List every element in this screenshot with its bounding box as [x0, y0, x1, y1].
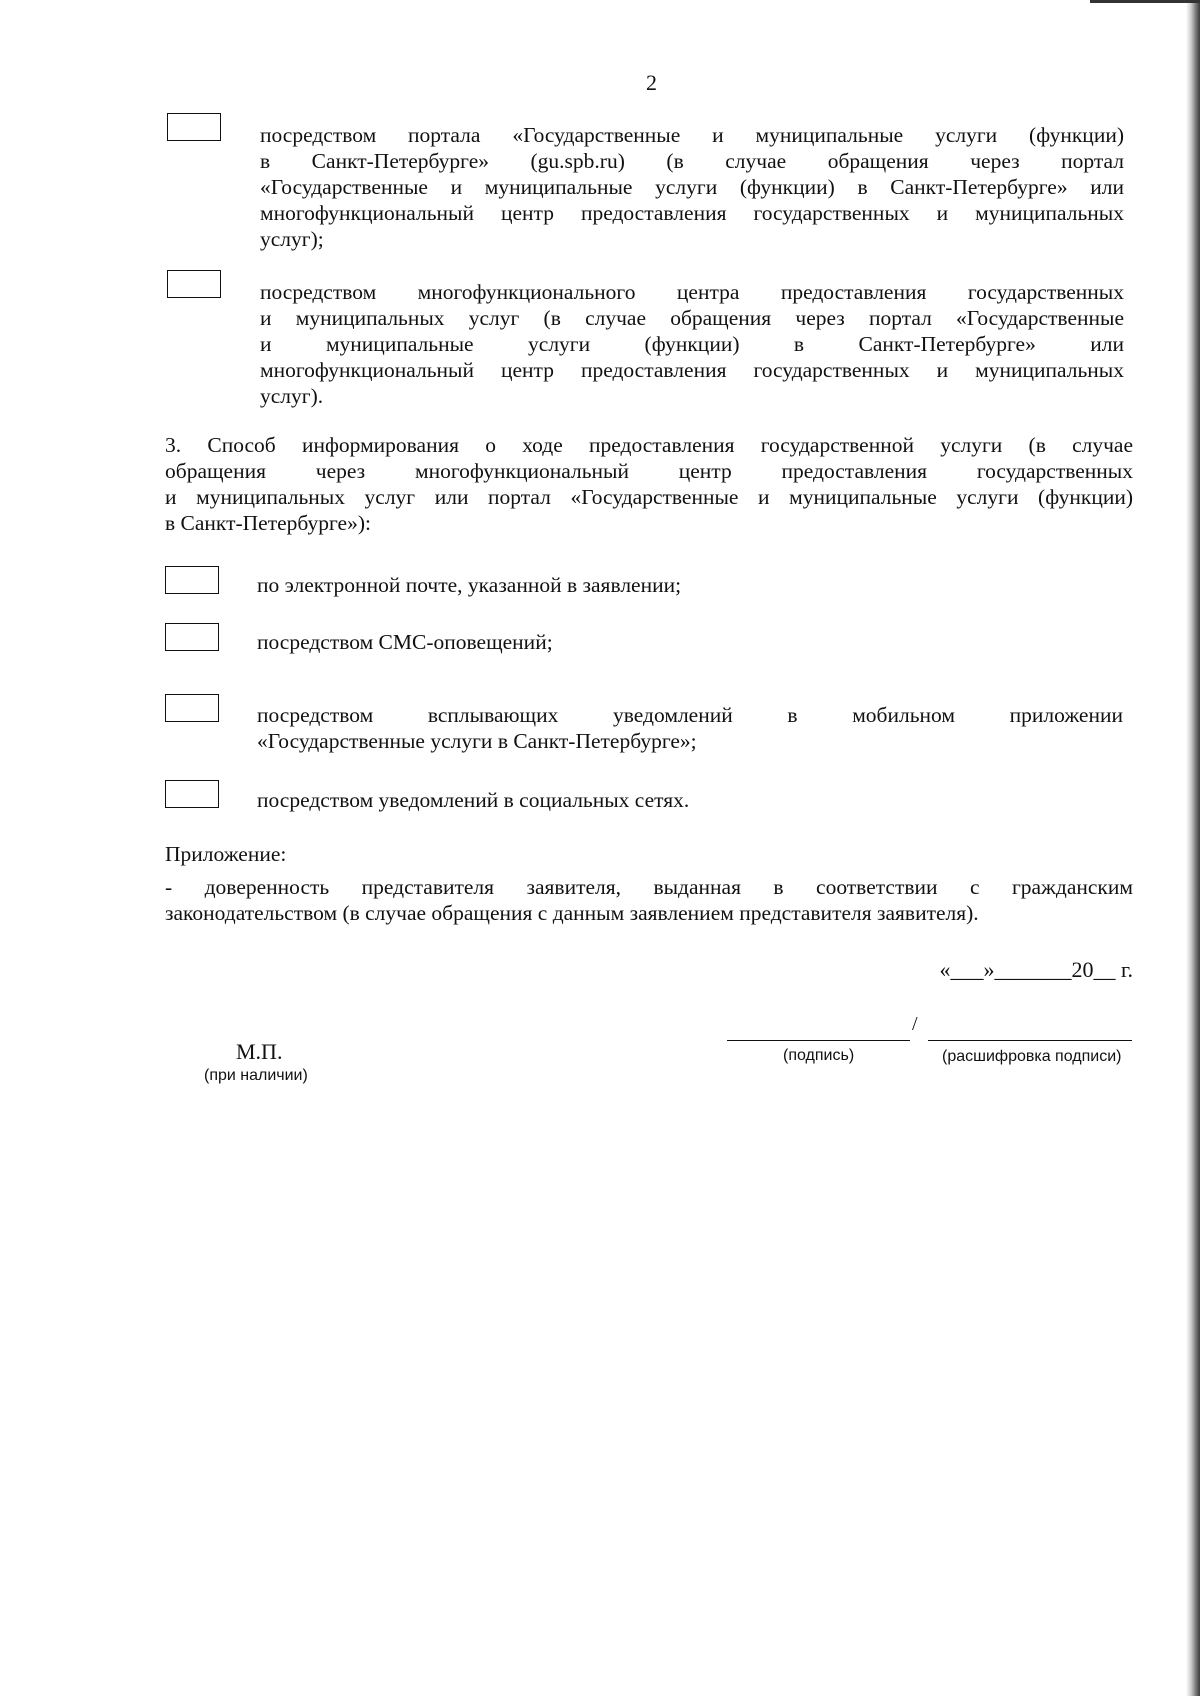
text-line: 3. Способ информирования о ходе предоставления государственной услуги (в случае [165, 433, 1133, 457]
text-line: по электронной почте, указанной в заявлении; [257, 573, 682, 597]
signature-decode-line [928, 1040, 1132, 1041]
text-line: и муниципальные услуги (функции) в Санкт-Петербурге» или [260, 332, 1124, 356]
text-line: «Государственные и муниципальные услуги (функции) в Санкт-Петербурге» или [260, 175, 1124, 199]
text-line: обращения через многофункциональный центр предоставления государственных [165, 459, 1133, 483]
appendix-title: Приложение: [165, 842, 287, 866]
notify-push-text [257, 702, 1123, 754]
option-mfc-text [260, 279, 1124, 409]
notify-social-text [257, 787, 1127, 813]
text-line: законодательством (в случае обращения с данным заявлением представителя заявителя). [165, 901, 979, 925]
scan-edge-shadow [1186, 0, 1200, 1696]
text-line: посредством всплывающих уведомлений в мобильном приложении [257, 703, 1123, 727]
option-portal-text [260, 122, 1124, 252]
notify-email-text [257, 572, 1127, 598]
text-line: и муниципальных услуг (в случае обращения через портал «Государственные [260, 306, 1124, 330]
text-line: - доверенность представителя заявителя, выданная в соответствии с гражданским [165, 875, 1133, 899]
date-line: «___»_______20__ г. [939, 957, 1133, 982]
text-line: посредством СМС-оповещений; [257, 630, 553, 654]
text-line: в Санкт-Петербурге» (gu.spb.ru) (в случае обращения через портал [260, 149, 1124, 173]
signature-label: (подпись) [783, 1047, 855, 1064]
checkbox-social[interactable] [165, 780, 219, 808]
stamp-label: М.П. [236, 1039, 283, 1064]
notify-sms-text [257, 629, 1127, 655]
text-line: и муниципальных услуг или портал «Государственные и муниципальные услуги (функции) [165, 485, 1133, 509]
text-line: посредством портала «Государственные и муниципальные услуги (функции) [260, 123, 1124, 147]
checkbox-email[interactable] [165, 566, 219, 594]
page-number: 2 [646, 70, 657, 95]
text-line: посредством многофункционального центра предоставления государственных [260, 280, 1124, 304]
signature-decode-label: (расшифровка подписи) [942, 1048, 1122, 1065]
text-line: услуг); [260, 227, 324, 251]
text-line: услуг). [260, 384, 324, 408]
signature-line [727, 1040, 910, 1041]
scan-edge-top [1090, 0, 1200, 3]
signature-slash: / [912, 1013, 918, 1035]
text-line: «Государственные услуги в Санкт-Петербурге»; [257, 729, 697, 753]
text-line: посредством уведомлений в социальных сетях. [257, 788, 690, 812]
text-line: многофункциональный центр предоставления государственных и муниципальных [260, 358, 1124, 382]
checkbox-sms[interactable] [165, 623, 219, 651]
text-line: многофункциональный центр предоставления государственных и муниципальных [260, 201, 1124, 225]
checkbox-mfc[interactable] [167, 270, 221, 298]
appendix-text [165, 874, 1133, 926]
text-line: в Санкт-Петербурге»): [165, 511, 371, 535]
checkbox-portal[interactable] [167, 113, 221, 141]
section-3-text [165, 432, 1133, 536]
stamp-note: (при наличии) [204, 1067, 308, 1084]
checkbox-push[interactable] [165, 694, 219, 722]
